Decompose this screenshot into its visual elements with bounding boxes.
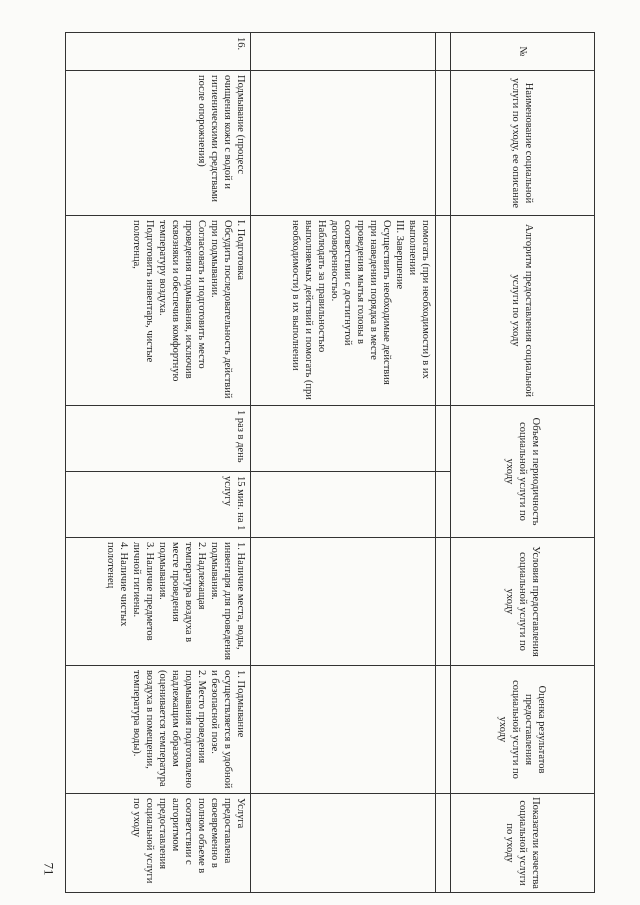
header-volume: Объем и периодичность социальной услуги по уходу bbox=[451, 406, 595, 538]
header-evaluation: Оценка результатов предоставления социальной услуги по уходу bbox=[451, 666, 595, 794]
row-number: 16. bbox=[66, 33, 251, 71]
algorithm-cell: I. Подготовка Обсудить последовательность действий при подмывании. Согласовать и подготовить место проведения подмывания, исключив сквозняки и обеспечив комфортную температуру воздуха. Подготовить инвентарь, чистые полотенца, bbox=[66, 216, 251, 406]
quality-cell: Услуга предоставлена своевременно в полном объеме в соответствии с алгоритмом предоставления социальной услуги по уходу bbox=[66, 794, 251, 893]
continuation-row bbox=[251, 33, 436, 893]
header-algorithm: Алгоритм предоставления социальной услуги по уходу bbox=[451, 216, 595, 406]
spacer-row bbox=[436, 33, 451, 893]
header-name: Наименование социальной услуги по уходу, ее описание bbox=[451, 71, 595, 216]
page-number: 71 bbox=[41, 862, 57, 876]
continuation-algorithm-cell: помогать (при необходимости) в их выполнении III. Завершение Осуществить необходимые действия при наведении порядка в месте проведения мытья головы в соответствии с достигнутой договоренностью. Наблюдать за правильностью выполняемых действий и помогать (при необходимости) в их выполнении bbox=[251, 216, 436, 406]
conditions-cell: 1. Наличие места, воды, инвентаря для проведения подмывания. 2. Надлежащая температура воздуха в месте проведения подмывания. 3. Наличие предметов личной гигиены. 4. Наличие чистых полотенец bbox=[66, 538, 251, 666]
care-services-table bbox=[65, 32, 595, 893]
header-conditions: Условия предоставления социальной услуги по уходу bbox=[451, 538, 595, 666]
frequency-cell: 1 раз в день bbox=[66, 406, 251, 472]
header-num: № bbox=[451, 33, 595, 71]
header-row bbox=[451, 33, 595, 893]
service-name-cell: Подмывание (процесс очищения кожи с водой и гигиеническими средствами после опорожнения) bbox=[66, 71, 251, 216]
header-quality: Показатели качества социальной услуги по уходу bbox=[451, 794, 595, 893]
rotated-page bbox=[65, 32, 595, 892]
table-row bbox=[66, 33, 251, 893]
duration-cell: 15 мин. на 1 услугу bbox=[66, 472, 251, 538]
evaluation-cell: 1. Подмывание осуществляется в удобной и безопасной позе. 2. Место проведения подмывания подготовлено надлежащим образом (оценивается температура воздуха в помещении, температура воды). bbox=[66, 666, 251, 794]
